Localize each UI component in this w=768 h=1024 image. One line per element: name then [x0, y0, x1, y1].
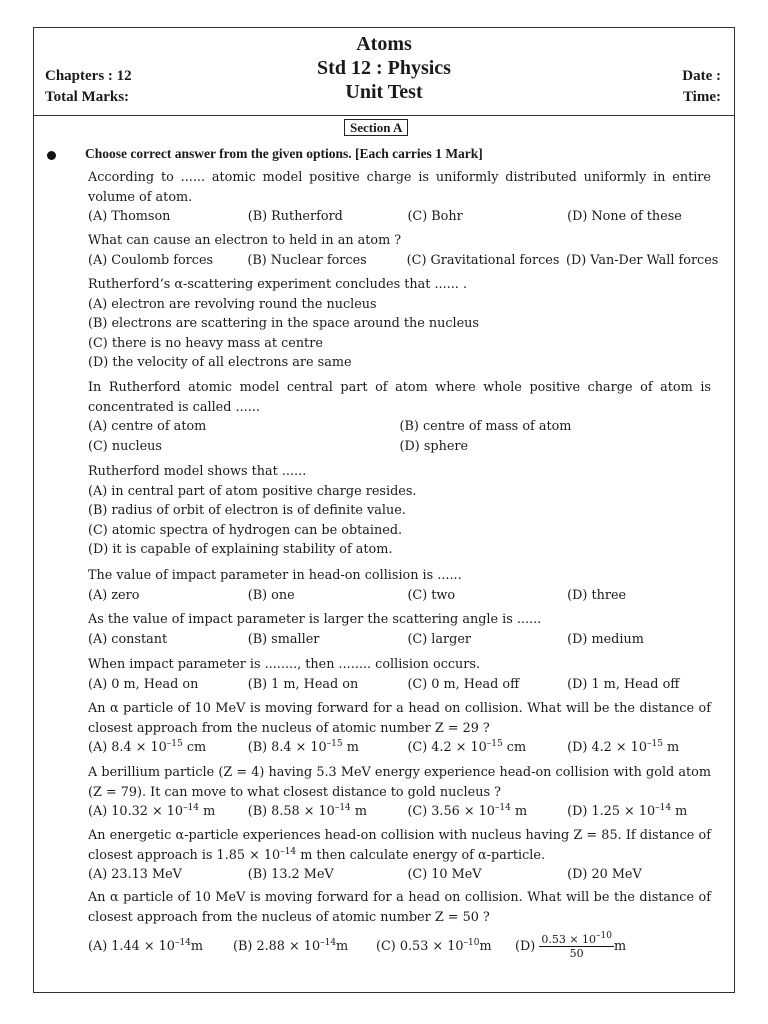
question-stem: What can cause an electron to held in an atom ?: [88, 233, 402, 248]
option-d: (D) Van-Der Wall forces: [565, 252, 719, 268]
option-c: (C) $4.2 \times 10^{-15}$ cm: [407, 739, 527, 755]
option-b: (B) smaller: [247, 631, 320, 647]
question-7: [88, 610, 711, 649]
header-left-block: [45, 66, 132, 108]
question-10: [88, 763, 711, 822]
fraction: $\frac{0.53 \times 10^{-10}}{50}$: [541, 931, 612, 960]
paper-header: [34, 28, 734, 116]
time-label: Time:: [682, 89, 721, 105]
question-options: [88, 933, 711, 960]
option-c: (C) two: [407, 587, 456, 603]
option-a: (A) 0 m, Head on: [88, 676, 199, 692]
option-a: (A) Coulomb forces: [88, 252, 214, 268]
question-11: [88, 826, 711, 885]
option-b: (B) radius of orbit of electron is of definite value.: [88, 503, 406, 518]
question-1: [88, 168, 711, 227]
question-9: [88, 699, 711, 758]
question-stem: According to ...... atomic model positive charge is uniformly distributed uniformly in entire volume of atom.: [88, 170, 711, 205]
question-5: [88, 462, 711, 560]
option-d: (D) three: [567, 587, 627, 603]
question-options: [88, 251, 719, 271]
header-right-block: [682, 66, 721, 108]
question-stem: The value of impact parameter in head-on collision is ......: [88, 568, 462, 583]
option-b: (B) Rutherford: [247, 209, 343, 224]
question-stem: Rutherford’s α-scattering experiment concludes that ...... .: [88, 277, 468, 292]
option-b: (B) $2.88 \times 10^{-14}m$: [233, 937, 349, 954]
option-b: (B) Nuclear forces: [247, 252, 367, 268]
option-b: (B) 13.2 MeV: [247, 867, 334, 882]
question-stem: A berillium particle (Z = 4) having 5.3 MeV energy experience head-on collision with gold atom (Z = 79). It can move to what closest distance to gold nucleus ?: [88, 765, 711, 800]
option-a: (A) $8.4 \times 10^{-15}$ cm: [88, 739, 207, 755]
option-d: (D) 1 m, Head off: [567, 676, 680, 692]
option-d: (D) it is capable of explaining stability of atom.: [88, 542, 393, 557]
option-a: (A) $1.44 \times 10^{-14}m$: [88, 937, 204, 954]
option-a: (A) electron are revolving round the nucleus: [88, 296, 377, 312]
option-b: (B) $8.58 \times 10^{-14}$ m: [247, 803, 367, 819]
date-label: Date :: [682, 68, 721, 84]
total-marks-label: Total Marks:: [45, 89, 130, 105]
question-stem: In Rutherford atomic model central part of atom where whole positive charge of atom is concentrated is called ......: [88, 380, 711, 415]
option-a: (A) centre of atom: [88, 419, 207, 434]
option-c: (C) there is no heavy mass at centre: [88, 335, 323, 351]
option-d: (D) $4.2 \times 10^{-15}$ m: [567, 739, 680, 755]
section-label: Section A: [344, 119, 408, 136]
question-options: [88, 738, 711, 758]
question-stem: An α particle of 10 MeV is moving forward for a head on collision. What will be the distance of closest approach from the nucleus of atomic number Z = 29 ?: [88, 701, 711, 736]
option-b: (B) centre of mass of atom: [399, 419, 572, 434]
option-b: (B) electrons are scattering in the space around the nucleus: [88, 316, 479, 331]
option-c: (C) Bohr: [407, 209, 463, 224]
question-stem: An energetic α-particle experiences head-on collision with nucleus having Z = 85. If distance of closest approach is $1.85 \times 10^{-14}$ m then calculate energy of α-particle.: [88, 828, 711, 863]
option-c: (C) 10 MeV: [407, 867, 482, 882]
question-options: [88, 207, 711, 227]
option-a: (A) in central part of atom positive charge resides.: [88, 483, 417, 499]
question-stem: As the value of impact parameter is larger the scattering angle is ......: [88, 612, 542, 627]
option-c: (C) larger: [407, 631, 472, 647]
question-2: [88, 231, 719, 270]
header-title-block: [34, 32, 734, 104]
option-c: (C) $3.56 \times 10^{-14}$ m: [407, 803, 528, 819]
question-options: [88, 802, 711, 822]
option-c: (C) 0 m, Head off: [407, 676, 520, 692]
paper-subject: Std 12 : Physics: [317, 57, 451, 79]
question-3: [88, 275, 711, 373]
option-b: (B) 1 m, Head on: [247, 676, 359, 692]
option-d: (D) sphere: [399, 438, 469, 454]
option-c: (C) Gravitational forces: [406, 252, 560, 268]
question-4: [88, 378, 711, 456]
option-b: (B) $8.4 \times 10^{-15}$ m: [247, 739, 359, 755]
question-options: [88, 865, 711, 885]
option-a: (A) constant: [88, 631, 168, 647]
question-options: [88, 630, 711, 650]
bullet-icon: [47, 151, 56, 160]
option-d: (D) the velocity of all electrons are same: [88, 355, 352, 370]
question-options: [88, 586, 711, 606]
question-6: [88, 566, 711, 605]
option-a: (A) 23.13 MeV: [88, 867, 182, 882]
option-c: (C) atomic spectra of hydrogen can be obtained.: [88, 522, 403, 538]
question-options: [88, 675, 711, 695]
chapters-label: Chapters : 12: [45, 68, 132, 84]
option-c: (C) nucleus: [88, 438, 162, 454]
question-12: [88, 888, 711, 960]
option-b: (B) one: [247, 587, 295, 603]
question-stem: When impact parameter is ........, then ........ collision occurs.: [88, 657, 481, 672]
question-options: [88, 417, 711, 437]
option-c: (C) $0.53 \times 10^{-10}m$: [376, 937, 492, 954]
option-d: (D) $\frac{0.53 \times 10^{-10}}{50}$ m: [515, 931, 627, 960]
instruction-text: Choose correct answer from the given options. [Each carries 1 Mark]: [85, 146, 483, 161]
question-8: [88, 655, 711, 694]
question-options: [88, 437, 711, 457]
question-stem: Rutherford model shows that ......: [88, 464, 307, 479]
question-stem: An α particle of 10 MeV is moving forward for a head on collision. What will be the distance of closest approach from the nucleus of atomic number Z = 50 ?: [88, 890, 711, 925]
question-paper-frame: [33, 27, 735, 993]
option-d: (D) None of these: [567, 209, 682, 224]
option-a: (A) $10.32 \times 10^{-14}$ m: [88, 803, 216, 819]
option-d: (D) $1.25 \times 10^{-14}$ m: [567, 803, 688, 819]
option-d: (D) 20 MeV: [567, 867, 642, 882]
paper-test-type: Unit Test: [345, 81, 423, 103]
option-d: (D) medium: [567, 631, 644, 647]
option-a: (A) Thomson: [88, 209, 171, 224]
option-a: (A) zero: [88, 587, 140, 603]
paper-title: Atoms: [356, 33, 412, 55]
